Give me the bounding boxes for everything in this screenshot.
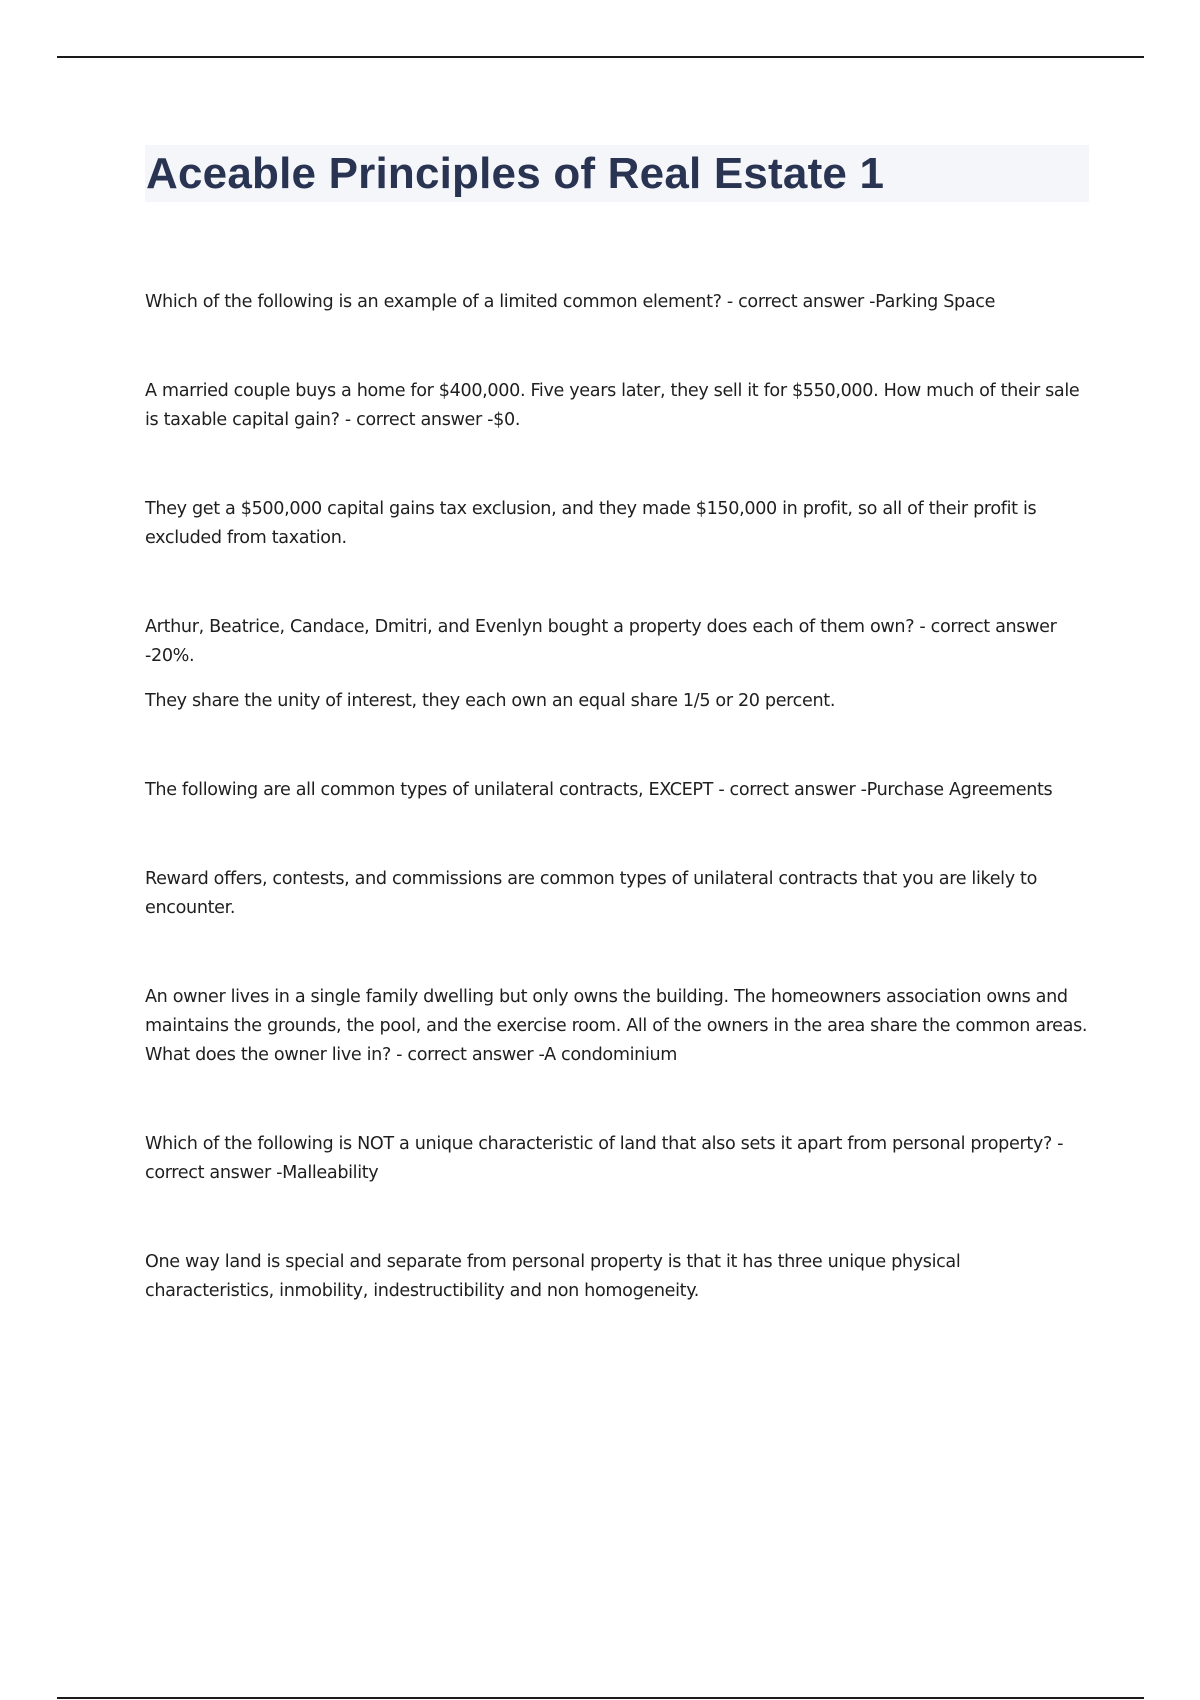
footer-rule [57, 1697, 1144, 1699]
explanation-paragraph: One way land is special and separate from personal property is that it has three unique physical characteristics, inmobility, indestructibility and non homogeneity. [145, 1252, 961, 1301]
question-paragraph: The following are all common types of unilateral contracts, EXCEPT - correct answer -Purchase Agreements [145, 780, 1053, 800]
document-title: Aceable Principles of Real Estate 1 [146, 148, 885, 198]
question-paragraph: Which of the following is an example of a limited common element? - correct answer -Parking Space [145, 292, 996, 312]
header-rule [57, 56, 1144, 58]
explanation-paragraph: Reward offers, contests, and commissions are common types of unilateral contracts that you are likely to encounter. [145, 869, 1037, 918]
document-header [145, 145, 1089, 202]
document-body [145, 288, 1090, 1306]
question-paragraph: Arthur, Beatrice, Candace, Dmitri, and Evenlyn bought a property does each of them own? - correct answer -20%. [145, 617, 1057, 666]
explanation-paragraph: They get a $500,000 capital gains tax exclusion, and they made $150,000 in profit, so all of their profit is excluded from taxation. [145, 499, 1037, 548]
question-paragraph: A married couple buys a home for $400,000. Five years later, they sell it for $550,000. How much of their sale is taxable capital gain? - correct answer -$0. [145, 381, 1080, 430]
explanation-paragraph: They share the unity of interest, they each own an equal share 1/5 or 20 percent. [145, 691, 836, 711]
question-paragraph: Which of the following is NOT a unique characteristic of land that also sets it apart from personal property? - correct answer -Malleability [145, 1134, 1064, 1183]
question-paragraph: An owner lives in a single family dwelling but only owns the building. The homeowners association owns and maintains the grounds, the pool, and the exercise room. All of the owners in the area share the common areas. What does the owner live in? - correct answer -A condominium [145, 987, 1088, 1065]
title-band [145, 145, 1089, 202]
